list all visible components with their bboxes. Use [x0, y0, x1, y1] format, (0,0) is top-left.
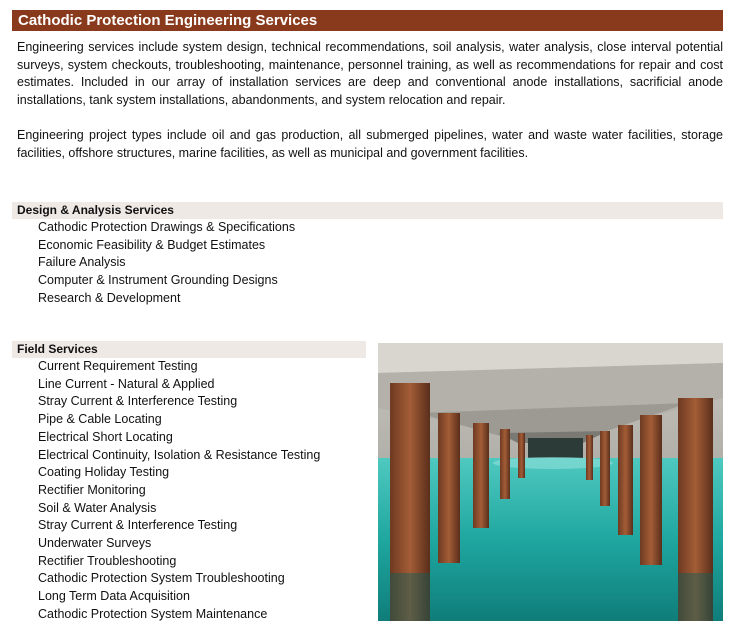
- list-item: Cathodic Protection Drawings & Specifications: [38, 220, 296, 234]
- pier-illustration: [378, 343, 723, 621]
- project-types-paragraph: Engineering project types include oil and gas production, all submerged pipelines, water and waste water facilities, storage facilities, offshore structures, marine facilities, as well as municipal and government facilities.: [17, 128, 723, 160]
- list-item: Stray Current & Interference Testing: [38, 518, 238, 533]
- list-item: Soil & Water Analysis: [38, 500, 157, 515]
- list-item: Current Requirement Testing: [38, 359, 198, 373]
- list-item: Cathodic Protection System Maintenance: [38, 606, 268, 621]
- list-item: Stray Current & Interference Testing: [38, 394, 238, 409]
- list-item: Computer & Instrument Grounding Designs: [38, 273, 278, 288]
- design-services-list: [38, 219, 295, 308]
- list-item: Underwater Surveys: [38, 536, 152, 551]
- field-section-heading: Field Services: [12, 341, 366, 358]
- page-title: Cathodic Protection Engineering Services: [12, 10, 723, 31]
- list-item: Failure Analysis: [38, 255, 126, 270]
- field-services-list: [38, 358, 320, 624]
- list-item: Line Current - Natural & Applied: [38, 376, 215, 391]
- list-item: Electrical Short Locating: [38, 429, 173, 444]
- pier-photo: [378, 343, 723, 621]
- list-item: Cathodic Protection System Troubleshooting: [38, 571, 285, 586]
- list-item: Pipe & Cable Locating: [38, 412, 162, 427]
- list-item: Rectifier Monitoring: [38, 482, 146, 497]
- list-item: Research & Development: [38, 290, 181, 305]
- list-item: Electrical Continuity, Isolation & Resistance Testing: [38, 447, 321, 462]
- design-section-heading: Design & Analysis Services: [12, 202, 723, 219]
- list-item: Long Term Data Acquisition: [38, 589, 190, 604]
- list-item: Rectifier Troubleshooting: [38, 553, 177, 568]
- intro-paragraph: Engineering services include system design, technical recommendations, soil analysis, water analysis, close interval potential surveys, system checkouts, troubleshooting, maintenance, personnel training, as well as recommendations for repair and cost estimates. Included in our array of installation services are deep and conventional anode installations, sacrificial anode installations, tank system installations, abandonments, and system relocation and repair.: [17, 40, 723, 107]
- list-item: Coating Holiday Testing: [38, 465, 170, 480]
- list-item: Economic Feasibility & Budget Estimates: [38, 237, 266, 252]
